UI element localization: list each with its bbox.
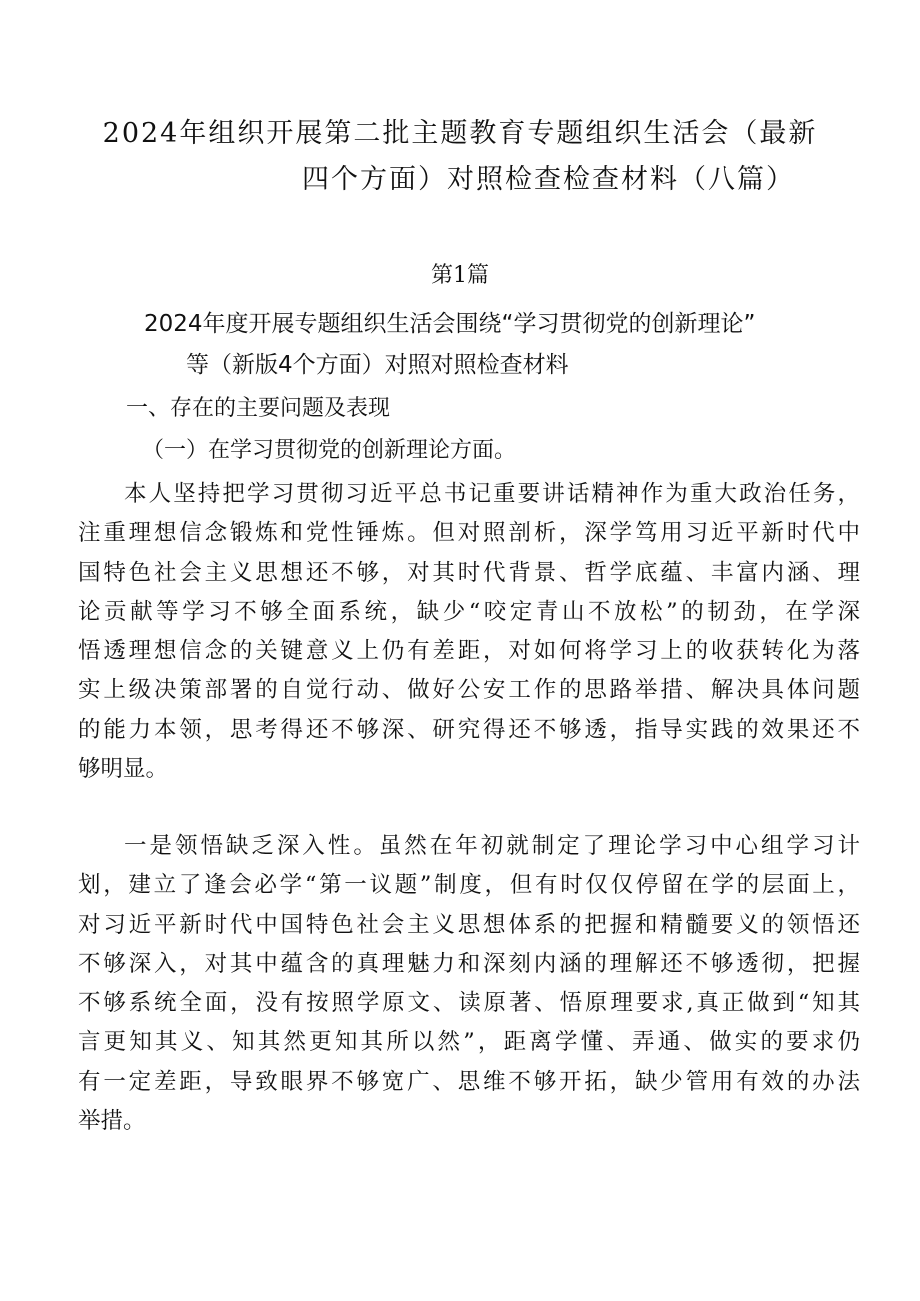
paragraph-line: 不够深入，对其中蕴含的真理魅力和深刻内涵的理解还不够透彻，把握	[78, 950, 860, 977]
heading-level-1: 一、存在的主要问题及表现	[126, 396, 391, 421]
section-title-line-2: 等（新版4个方面）对照对照检查材料	[186, 352, 569, 378]
document-title-line-1: 2024年组织开展第二批主题教育专题组织生活会（最新	[102, 118, 818, 149]
paragraph-line: 言更知其义、知其然更知其所以然”，距离学懂、弄通、做实的要求仍	[78, 1029, 860, 1056]
section-title-line-1: 2024年度开展专题组织生活会围绕“学习贯彻党的创新理论”	[144, 311, 756, 337]
paragraph-line: 的能力本领，思考得还不够深、研究得还不够透，指导实践的效果还不	[78, 716, 860, 743]
paragraph-2	[78, 827, 860, 1141]
paragraph-line: 划，建立了逢会必学“第一议题”制度，但有时仅仅停留在学的层面上，	[78, 872, 860, 899]
paragraph-line: 对习近平新时代中国特色社会主义思想体系的把握和精髓要义的领悟还	[78, 911, 860, 938]
paragraph-line: 本人坚持把学习贯彻习近平总书记重要讲话精神作为重大政治任务，	[124, 481, 860, 507]
paragraph-line: 不够系统全面，没有按照学原文、读原著、悟原理要求,真正做到“知其	[78, 990, 860, 1017]
document-title-line-2: 四个方面）对照检查检查材料（八篇）	[302, 164, 795, 195]
paragraph-line: 实上级决策部署的自觉行动、做好公安工作的思路举措、解决具体问题	[78, 677, 860, 704]
section-number: 第1篇	[431, 263, 489, 288]
paragraph-line: 论贡献等学习不够全面系统，缺少“咬定青山不放松”的韧劲，在学深	[78, 598, 860, 625]
heading-level-2: （一）在学习贯彻党的创新理论方面。	[142, 438, 517, 463]
paragraph-line: 够明显。	[78, 756, 169, 783]
paragraph-line: 一是领悟缺乏深入性。虽然在年初就制定了理论学习中心组学习计	[124, 833, 860, 859]
paragraph-line: 国特色社会主义思想还不够，对其时代背景、哲学底蕴、丰富内涵、理	[78, 559, 860, 586]
paragraph-1	[78, 475, 860, 789]
paragraph-line: 有一定差距，导致眼界不够宽广、思维不够开拓，缺少管用有效的办法	[78, 1068, 860, 1095]
paragraph-line: 举措。	[78, 1108, 146, 1135]
paragraph-line: 注重理想信念锻炼和党性锤炼。但对照剖析，深学笃用习近平新时代中	[78, 520, 860, 547]
paragraph-line: 悟透理想信念的关键意义上仍有差距，对如何将学习上的收获转化为落	[78, 638, 860, 665]
